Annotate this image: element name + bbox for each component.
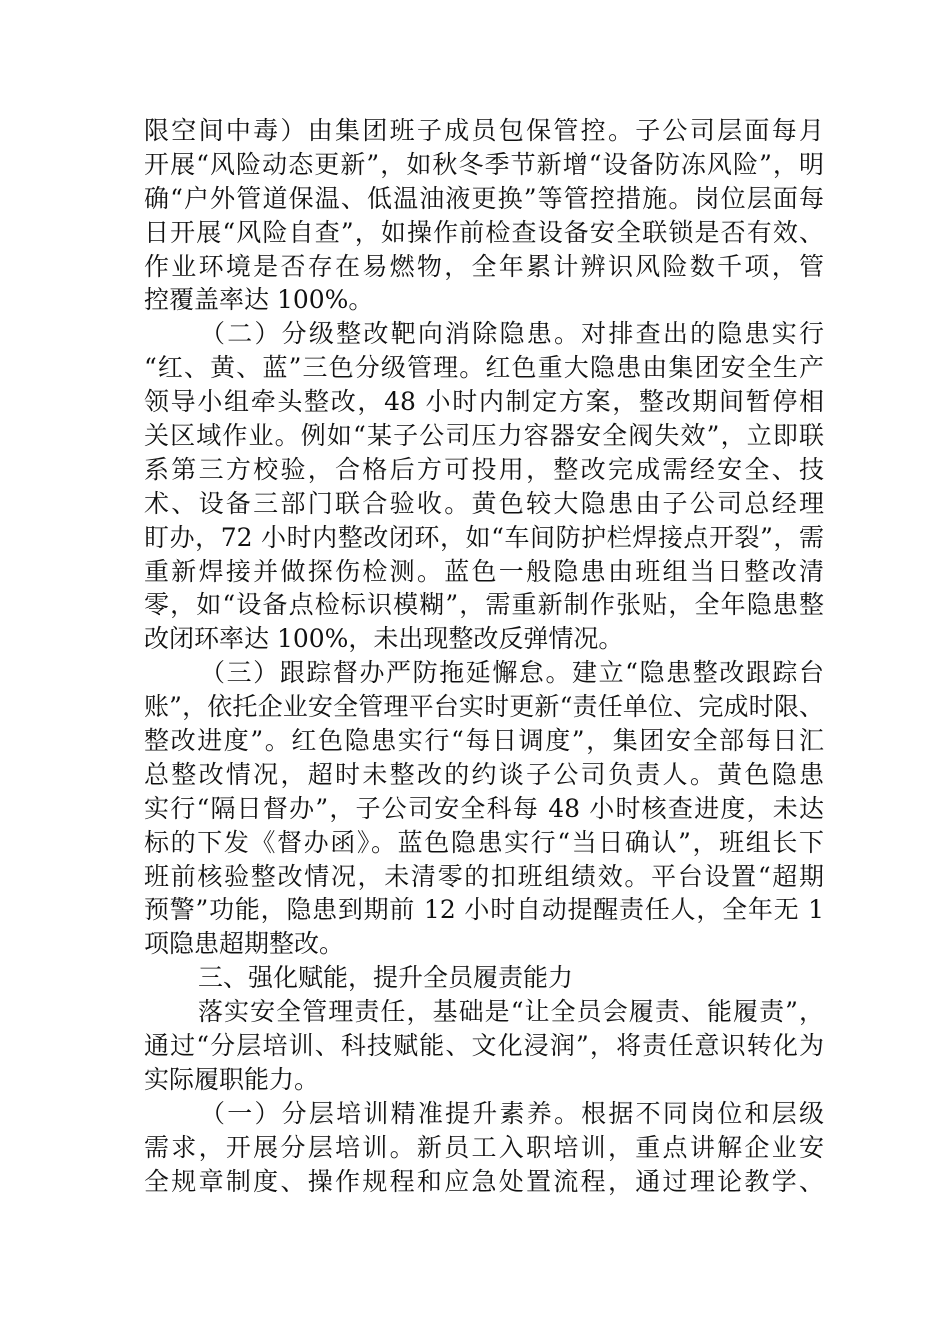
text-line: 项隐患超期整改。: [144, 929, 345, 959]
text-line: 标的下发《督办函》。蓝色隐患实行“当日确认”，班组长下: [144, 827, 824, 857]
text-line: 整改进度”。红色隐患实行“每日调度”，集团安全部每日汇: [144, 726, 824, 756]
document-page: [144, 114, 824, 1199]
text-line: 实行“隔日督办”，子公司安全科每 48 小时核查进度，未达: [144, 793, 824, 823]
text-line: 通过“分层培训、科技赋能、文化浸润”，将责任意识转化为: [144, 1031, 824, 1061]
text-line: 系第三方校验，合格后方可投用，整改完成需经安全、技: [144, 454, 824, 484]
text-line: 关区域作业。例如“某子公司压力容器安全阀失效”，立即联: [144, 421, 824, 451]
text-line: 盯办，72 小时内整改闭环，如“车间防护栏焊接点开裂”，需: [144, 522, 824, 552]
text-line: 预警”功能，隐患到期前 12 小时自动提醒责任人，全年无 1: [144, 895, 824, 925]
text-line: 全规章制度、操作规程和应急处置流程，通过理论教学、: [144, 1166, 824, 1196]
text-line: 零，如“设备点检标识模糊”，需重新制作张贴，全年隐患整: [144, 590, 824, 620]
text-line: 限空间中毒）由集团班子成员包保管控。子公司层面每月: [144, 116, 824, 145]
text-line: 日开展“风险自查”，如操作前检查设备安全联锁是否有效、: [144, 217, 824, 247]
section-heading-line: （一）分层培训精准提升素养。根据不同岗位和层级: [200, 1098, 824, 1128]
text-line: 控覆盖率达 100%。: [144, 285, 374, 315]
section-heading-line: （二）分级整改靶向消除隐患。对排查出的隐患实行: [200, 319, 824, 349]
text-line: 账”，依托企业安全管理平台实时更新“责任单位、完成时限、: [144, 692, 824, 722]
text-line: 班前核验整改情况，未清零的扣班组绩效。平台设置“超期: [144, 861, 824, 891]
text-line: 落实安全管理责任，基础是“让全员会履责、能履责”，: [198, 997, 824, 1027]
text-line: 术、设备三部门联合验收。黄色较大隐患由子公司总经理: [144, 488, 824, 518]
text-line: 领导小组牵头整改，48 小时内制定方案，整改期间暂停相: [144, 387, 824, 417]
chapter-heading: 三、强化赋能，提升全员履责能力: [198, 963, 574, 993]
section-heading-line: （三）跟踪督办严防拖延懈怠。建立“隐患整改跟踪台: [200, 658, 824, 688]
text-line: 确“户外管道保温、低温油液更换”等管控措施。岗位层面每: [144, 183, 824, 213]
text-line: 需求，开展分层培训。新员工入职培训，重点讲解企业安: [144, 1132, 824, 1162]
text-line: 总整改情况，超时未整改的约谈子公司负责人。黄色隐患: [144, 759, 824, 789]
text-line: “红、黄、蓝”三色分级管理。红色重大隐患由集团安全生产: [144, 353, 824, 383]
text-line: 改闭环率达 100%，未出现整改反弹情况。: [144, 624, 624, 654]
text-line: 实际履职能力。: [144, 1064, 320, 1094]
text-line: 开展“风险动态更新”，如秋冬季节新增“设备防冻风险”，明: [144, 149, 824, 179]
text-line: 重新焊接并做探伤检测。蓝色一般隐患由班组当日整改清: [144, 556, 824, 586]
text-line: 作业环境是否存在易燃物，全年累计辨识风险数千项，管: [144, 251, 824, 281]
